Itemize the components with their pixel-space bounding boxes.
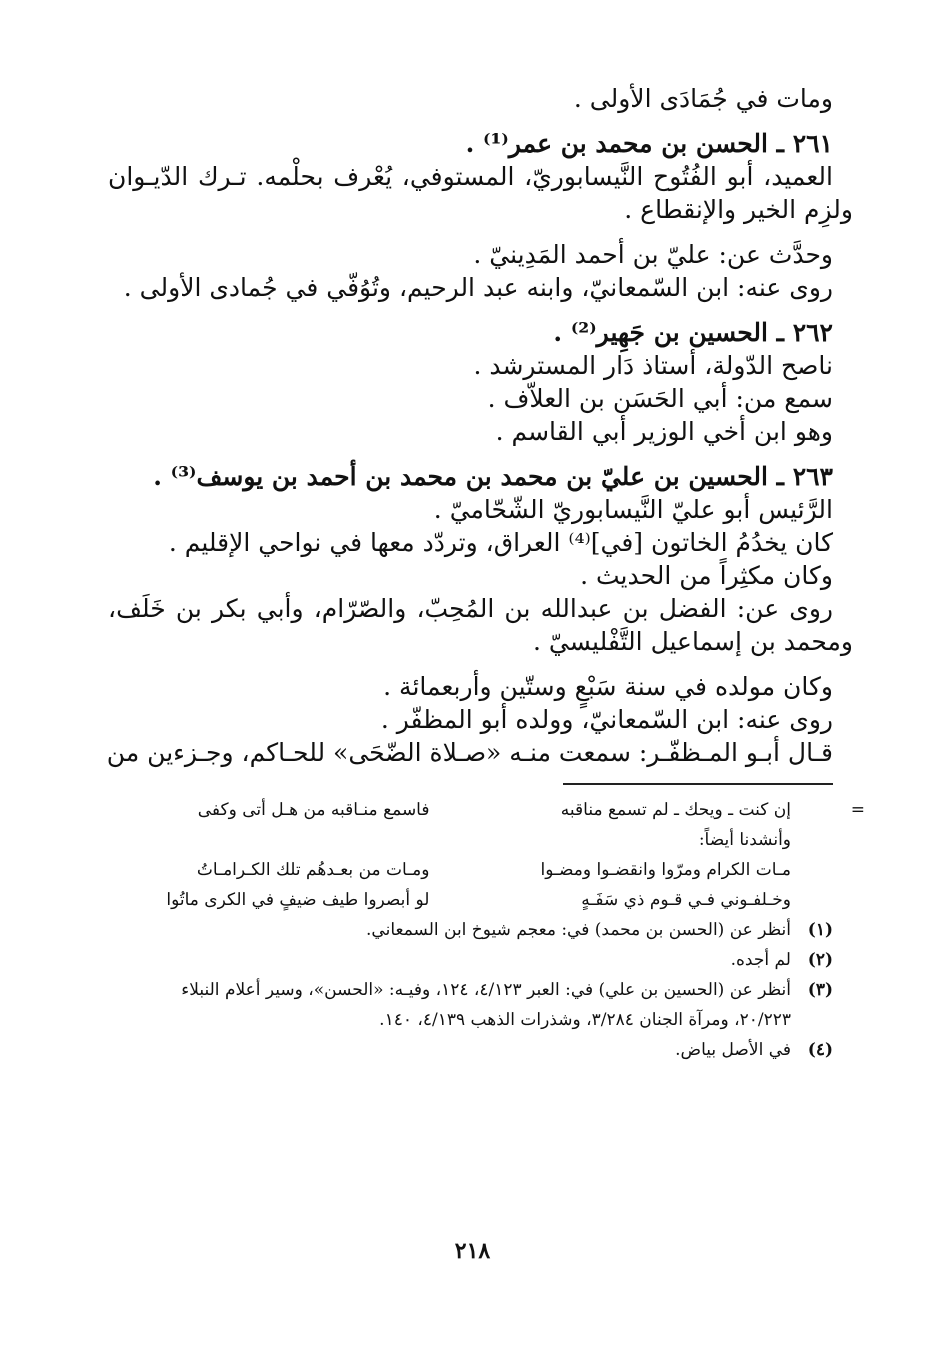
verse-line bbox=[108, 885, 833, 915]
footnote-4 bbox=[108, 1035, 833, 1065]
text-line: وحدَّث عن: عليّ بن أحمد المَدِينيّ . bbox=[473, 240, 833, 269]
verse-line bbox=[108, 795, 865, 825]
text-line: ولزِم الخير والإنقطاع . bbox=[624, 195, 853, 224]
main-text bbox=[106, 82, 853, 769]
footnote-text: أنظر عن (الحسين بن علي) في: العبر ٤/١٢٣، ١٢٤، وفيـه: «الحسن»، وسير أعلام النبلاء bbox=[181, 980, 791, 1000]
entry-heading-261: ٢٦١ ـ الحسن بن محمد بن عمر⁽¹⁾ . bbox=[465, 129, 833, 158]
text-line: قـال أبـو المـظفّـر: سمعت منـه «صـلاة الضّحَى» للحـاكم، وجـزءين من bbox=[106, 738, 833, 767]
text-line: سمع من: أبي الحَسَن بن العلاّف . bbox=[487, 384, 833, 413]
footnote-1 bbox=[108, 915, 833, 945]
verse-hemistich: وخـلفـوني فـي قـوم ذي سَفَـهٍ bbox=[581, 890, 791, 910]
verse-hemistich: ومـات من بعـدهُم تلك الكـرامـاتُ bbox=[196, 860, 430, 880]
text-line: روى عنه: ابن السّمعانيّ، وولده أبو المظفّر . bbox=[380, 705, 833, 734]
footnote-text: وأنشدنا أيضاً: bbox=[698, 830, 791, 850]
text-line: وكان مولده في سنة سَبْعٍ وستّين وأربعمائة . bbox=[383, 672, 833, 701]
footnote-divider bbox=[563, 783, 833, 785]
text-line: وهو ابن أخي الوزير أبي القاسم . bbox=[495, 417, 833, 446]
footnote-number: (٣) bbox=[807, 980, 833, 1000]
footnote-text: في الأصل بياض. bbox=[675, 1040, 791, 1060]
entry-heading-262: ٢٦٢ ـ الحسين بن جَهِير⁽²⁾ . bbox=[553, 318, 833, 347]
text-line: روى عن: الفضل بن عبدالله بن المُحِبّ، والصّرّام، وأبي بكر بن خَلَف، bbox=[108, 594, 833, 623]
verse-hemistich: مـات الكرام ومرّوا وانقضـوا ومضـوا bbox=[540, 860, 791, 880]
footnote-number: (١) bbox=[807, 920, 833, 940]
footnote-text: لم أجده. bbox=[730, 950, 791, 970]
text-line: ومحمد بن إسماعيل التَّفْليسيّ . bbox=[533, 627, 853, 656]
footnote-number: (٢) bbox=[807, 950, 833, 970]
entry-heading-263: ٢٦٣ ـ الحسين بن عليّ بن محمد بن محمد بن أحمد بن يوسف⁽³⁾ . bbox=[153, 462, 833, 491]
footnote-3 bbox=[108, 975, 833, 1005]
text-line: كان يخدُمُ الخاتون [في]⁽⁴⁾ العراق، وتردّد معها في نواحي الإقليم . bbox=[168, 528, 833, 557]
verse-line bbox=[108, 855, 833, 885]
footnote-number: (٤) bbox=[807, 1040, 833, 1060]
verse-hemistich: فاسمع منـاقبه من هـل أتى وكفى bbox=[197, 800, 430, 820]
footnote-text: أنظر عن (الحسن بن محمد) في: معجم شيوخ ابن السمعاني. bbox=[366, 920, 791, 940]
text-line: روى عنه: ابن السّمعانيّ، وابنه عبد الرحيم، وتُوُفّي في جُمادى الأولى . bbox=[123, 273, 833, 302]
text-line: وكان مكثِراً من الحديث . bbox=[580, 561, 833, 590]
verse-hemistich: لو أبصروا طيف ضيفٍ في الكرى ماتُوا bbox=[166, 890, 430, 910]
text-line: ناصح الدّولة، أستاذ دَار المسترشد . bbox=[473, 351, 833, 380]
text-line: ومات في جُمَادَى الأولى . bbox=[573, 84, 833, 113]
footnote-3-continued: ٢٠/٢٢٣، ومرآة الجنان ٣/٢٨٤، وشذرات الذهب ٤/١٣٩، ١٤٠. bbox=[379, 1010, 791, 1030]
continuation-marker: = bbox=[850, 800, 865, 820]
text-line: الرَّئيس أبو عليّ النَّيسابوريّ الشّحّاميّ . bbox=[433, 495, 833, 524]
text-line: العميد، أبو الفُتُوح النَّيسابوريّ، المستوفي، يُعْرف بحلْمه. تـرك الدّيـوان bbox=[108, 162, 833, 191]
verse-hemistich: إن كنت ـ ويحك ـ لم تسمع مناقبه bbox=[560, 800, 791, 820]
footnote-2 bbox=[108, 945, 833, 975]
page-number: ٢١٨ bbox=[454, 1238, 491, 1264]
footnotes bbox=[108, 795, 865, 1065]
